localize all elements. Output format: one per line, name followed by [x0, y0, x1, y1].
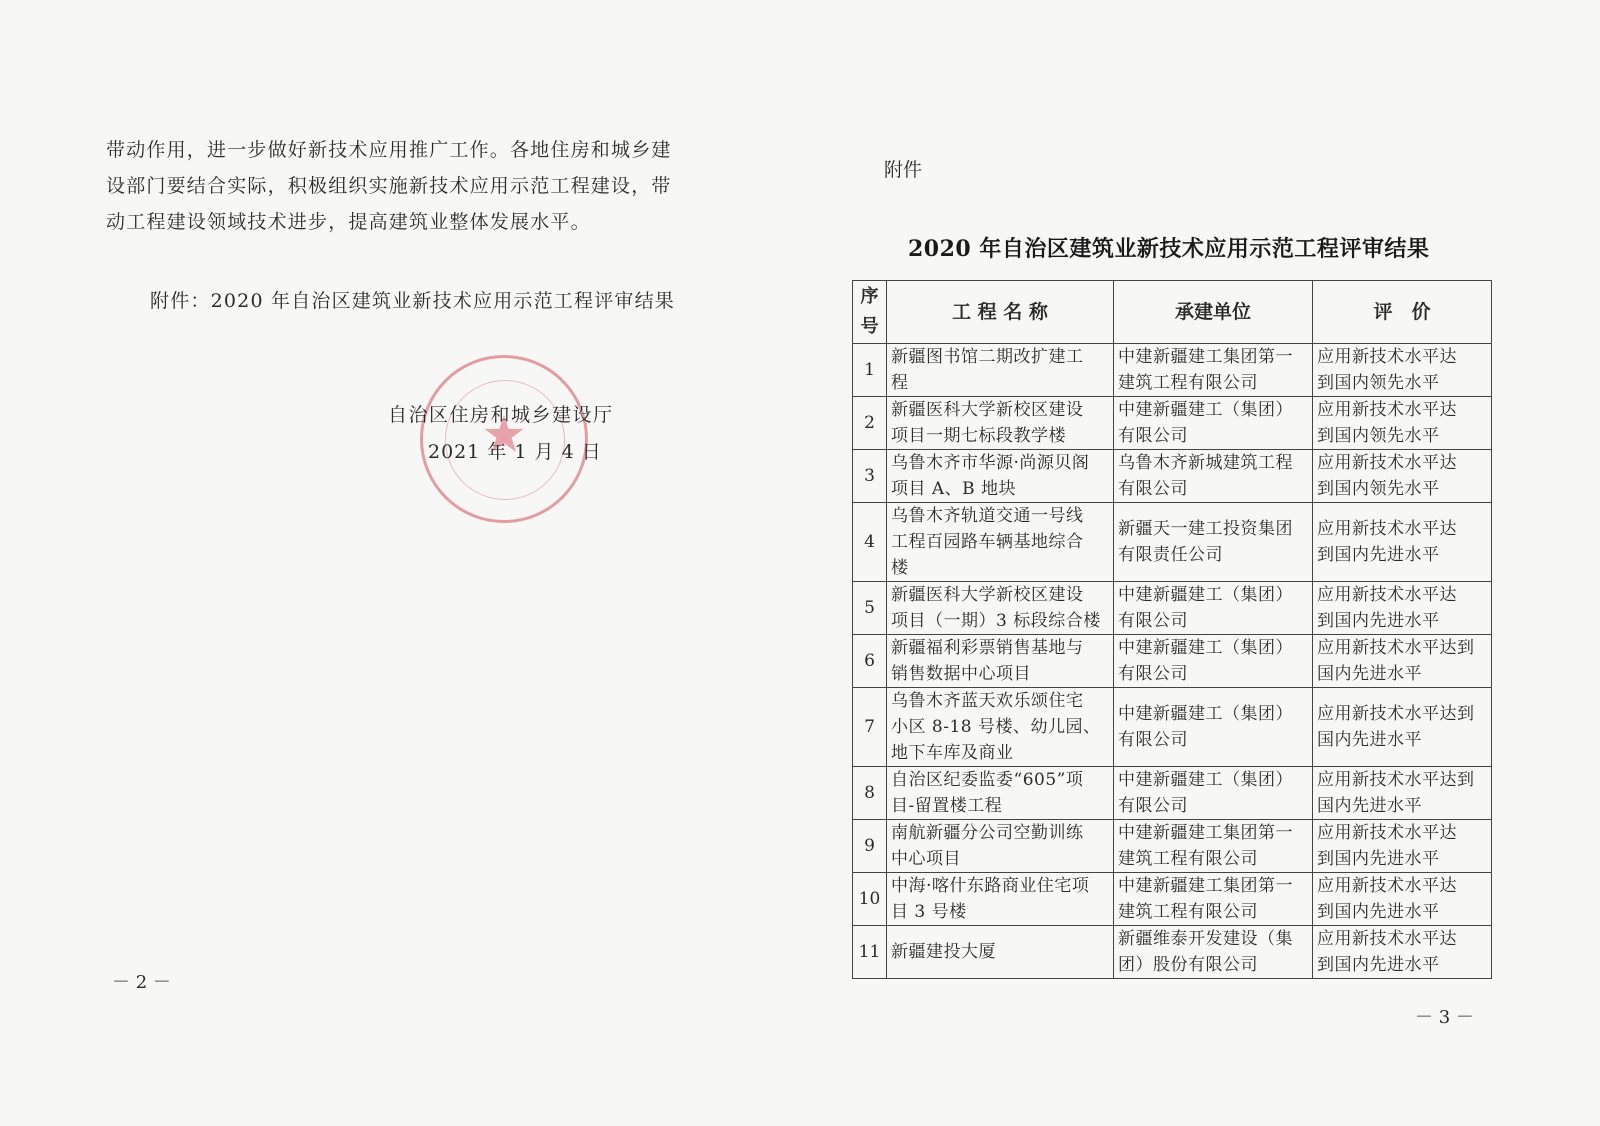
cell-contractor-line: 团）股份有限公司 — [1118, 955, 1258, 975]
cell-contractor-line: 有限公司 — [1118, 611, 1188, 631]
closing-paragraph — [106, 132, 696, 240]
paragraph-line: 带动作用，进一步做好新技术应用推广工作。各地住房和城乡建 — [106, 139, 672, 161]
cell-project-name-line: 南航新疆分公司空勤训练 — [891, 823, 1084, 843]
header-contractor: 承建单位 — [1114, 281, 1313, 344]
table-row — [853, 635, 1492, 688]
cell-project-name — [887, 503, 1114, 582]
cell-contractor-line: 有限公司 — [1118, 664, 1188, 684]
cell-project-name-line: 销售数据中心项目 — [891, 664, 1031, 684]
cell-evaluation-line: 应用新技术水平达 — [1317, 585, 1457, 605]
cell-evaluation-line: 应用新技术水平达 — [1317, 823, 1457, 843]
cell-evaluation-line: 应用新技术水平达 — [1317, 347, 1457, 367]
cell-contractor — [1114, 503, 1313, 582]
cell-contractor-line: 建筑工程有限公司 — [1118, 373, 1258, 393]
cell-project-name-line: 程 — [891, 373, 909, 393]
cell-contractor-line: 中建新疆建工集团第一 — [1118, 876, 1293, 896]
cell-no: 6 — [853, 635, 887, 688]
table-row — [853, 873, 1492, 926]
cell-evaluation — [1313, 582, 1492, 635]
cell-evaluation — [1313, 688, 1492, 767]
cell-contractor-line: 新疆天一建工投资集团 — [1118, 519, 1293, 539]
table-row — [853, 344, 1492, 397]
table-row — [853, 582, 1492, 635]
table-row — [853, 688, 1492, 767]
cell-evaluation-line: 到国内先进水平 — [1317, 611, 1440, 631]
cell-evaluation — [1313, 767, 1492, 820]
cell-no: 3 — [853, 450, 887, 503]
cell-evaluation-line: 应用新技术水平达 — [1317, 453, 1457, 473]
cell-evaluation — [1313, 450, 1492, 503]
table-row — [853, 450, 1492, 503]
cell-evaluation — [1313, 926, 1492, 979]
cell-project-name-line: 新疆福利彩票销售基地与 — [891, 638, 1084, 658]
table-row — [853, 926, 1492, 979]
cell-no: 5 — [853, 582, 887, 635]
header-no: 序 号 — [853, 281, 887, 344]
cell-evaluation-line: 国内先进水平 — [1317, 664, 1422, 684]
cell-project-name-line: 乌鲁木齐蓝天欢乐颂住宅 — [891, 691, 1084, 711]
document-title: 2020 年自治区建筑业新技术应用示范工程评审结果 — [908, 236, 1430, 262]
cell-no: 4 — [853, 503, 887, 582]
cell-project-name-line: 中海·喀什东路商业住宅项 — [891, 876, 1090, 896]
cell-evaluation — [1313, 503, 1492, 582]
paragraph-line: 动工程建设领域技术进步，提高建筑业整体发展水平。 — [106, 211, 591, 233]
cell-evaluation-line: 到国内先进水平 — [1317, 955, 1440, 975]
cell-no: 9 — [853, 820, 887, 873]
cell-contractor-line: 有限公司 — [1118, 730, 1188, 750]
cell-evaluation-line: 到国内领先水平 — [1317, 373, 1440, 393]
cell-evaluation-line: 应用新技术水平达 — [1317, 519, 1457, 539]
cell-project-name — [887, 926, 1114, 979]
cell-evaluation-line: 应用新技术水平达到 — [1317, 770, 1475, 790]
cell-project-name-line: 目 3 号楼 — [891, 902, 967, 922]
cell-contractor-line: 新疆维泰开发建设（集 — [1118, 929, 1293, 949]
cell-project-name-line: 中心项目 — [891, 849, 961, 869]
cell-evaluation-line: 到国内先进水平 — [1317, 902, 1440, 922]
cell-contractor-line: 中建新疆建工集团第一 — [1118, 347, 1293, 367]
page-number: － 2 － — [112, 972, 171, 993]
cell-evaluation — [1313, 635, 1492, 688]
cell-evaluation-line: 应用新技术水平达到 — [1317, 704, 1475, 724]
cell-contractor — [1114, 688, 1313, 767]
cell-evaluation-line: 国内先进水平 — [1317, 730, 1422, 750]
cell-contractor-line: 有限责任公司 — [1118, 545, 1223, 565]
cell-contractor-line: 建筑工程有限公司 — [1118, 849, 1258, 869]
cell-evaluation — [1313, 397, 1492, 450]
table-row — [853, 503, 1492, 582]
cell-no: 1 — [853, 344, 887, 397]
cell-project-name-line: 小区 8-18 号楼、幼儿园、 — [891, 717, 1101, 737]
cell-project-name — [887, 688, 1114, 767]
cell-evaluation — [1313, 344, 1492, 397]
cell-contractor-line: 建筑工程有限公司 — [1118, 902, 1258, 922]
cell-project-name — [887, 767, 1114, 820]
table-row — [853, 767, 1492, 820]
cell-evaluation-line: 到国内先进水平 — [1317, 545, 1440, 565]
cell-contractor — [1114, 450, 1313, 503]
cell-project-name-line: 楼 — [891, 558, 909, 578]
cell-project-name — [887, 873, 1114, 926]
cell-no: 7 — [853, 688, 887, 767]
cell-evaluation-line: 应用新技术水平达到 — [1317, 638, 1475, 658]
issue-date: 2021 年 1 月 4 日 — [428, 441, 602, 463]
cell-project-name-line: 项目 A、B 地块 — [891, 479, 1017, 499]
cell-contractor-line: 中建新疆建工（集团） — [1118, 770, 1293, 790]
cell-contractor-line: 有限公司 — [1118, 479, 1188, 499]
cell-project-name-line: 乌鲁木齐轨道交通一号线 — [891, 506, 1084, 526]
paragraph-line: 设部门要结合实际，积极组织实施新技术应用示范工程建设，带 — [106, 175, 672, 197]
attachment-reference: 附件：2020 年自治区建筑业新技术应用示范工程评审结果 — [150, 290, 675, 312]
table-header-row — [853, 281, 1492, 344]
cell-evaluation-line: 应用新技术水平达 — [1317, 876, 1457, 896]
cell-project-name-line: 项目一期七标段教学楼 — [891, 426, 1066, 446]
cell-evaluation — [1313, 873, 1492, 926]
cell-contractor-line: 中建新疆建工（集团） — [1118, 400, 1293, 420]
cell-contractor — [1114, 767, 1313, 820]
cell-contractor-line: 中建新疆建工（集团） — [1118, 585, 1293, 605]
cell-project-name-line: 新疆建投大厦 — [891, 942, 996, 962]
right-page — [800, 0, 1600, 1126]
cell-contractor — [1114, 926, 1313, 979]
cell-evaluation-line: 到国内领先水平 — [1317, 426, 1440, 446]
cell-contractor-line: 有限公司 — [1118, 796, 1188, 816]
cell-project-name — [887, 397, 1114, 450]
cell-project-name-line: 工程百园路车辆基地综合 — [891, 532, 1084, 552]
cell-no: 8 — [853, 767, 887, 820]
cell-contractor-line: 中建新疆建工（集团） — [1118, 638, 1293, 658]
cell-contractor — [1114, 582, 1313, 635]
header-evaluation: 评 价 — [1313, 281, 1492, 344]
cell-evaluation-line: 应用新技术水平达 — [1317, 400, 1457, 420]
issuer: 自治区住房和城乡建设厅 — [388, 404, 614, 426]
page-number: － 3 － — [1415, 1007, 1474, 1028]
cell-no: 2 — [853, 397, 887, 450]
cell-contractor — [1114, 873, 1313, 926]
cell-project-name-line: 新疆图书馆二期改扩建工 — [891, 347, 1084, 367]
cell-no: 10 — [853, 873, 887, 926]
cell-project-name — [887, 582, 1114, 635]
table-row — [853, 397, 1492, 450]
cell-contractor — [1114, 635, 1313, 688]
cell-project-name-line: 地下车库及商业 — [891, 743, 1014, 763]
table-row — [853, 820, 1492, 873]
cell-contractor-line: 中建新疆建工集团第一 — [1118, 823, 1293, 843]
cell-evaluation-line: 国内先进水平 — [1317, 796, 1422, 816]
cell-project-name-line: 新疆医科大学新校区建设 — [891, 585, 1084, 605]
cell-evaluation-line: 应用新技术水平达 — [1317, 929, 1457, 949]
cell-evaluation-line: 到国内领先水平 — [1317, 479, 1440, 499]
cell-project-name-line: 项目（一期）3 标段综合楼 — [891, 611, 1101, 631]
cell-project-name-line: 新疆医科大学新校区建设 — [891, 400, 1084, 420]
cell-contractor — [1114, 397, 1313, 450]
cell-contractor-line: 有限公司 — [1118, 426, 1188, 446]
cell-contractor-line: 乌鲁木齐新城建筑工程 — [1118, 453, 1293, 473]
cell-project-name — [887, 635, 1114, 688]
cell-project-name-line: 自治区纪委监委“605”项 — [891, 770, 1084, 790]
cell-evaluation — [1313, 820, 1492, 873]
attachment-label: 附件 — [884, 159, 923, 181]
cell-evaluation-line: 到国内先进水平 — [1317, 849, 1440, 869]
cell-contractor-line: 中建新疆建工（集团） — [1118, 704, 1293, 724]
cell-project-name — [887, 344, 1114, 397]
cell-project-name — [887, 820, 1114, 873]
cell-project-name-line: 乌鲁木齐市华源·尚源贝阁 — [891, 453, 1090, 473]
cell-project-name — [887, 450, 1114, 503]
cell-contractor — [1114, 344, 1313, 397]
cell-project-name-line: 目-留置楼工程 — [891, 796, 1003, 816]
cell-no: 11 — [853, 926, 887, 979]
table-body — [853, 344, 1492, 979]
cell-contractor — [1114, 820, 1313, 873]
header-project-name: 工 程 名 称 — [887, 281, 1114, 344]
results-table — [852, 280, 1492, 979]
